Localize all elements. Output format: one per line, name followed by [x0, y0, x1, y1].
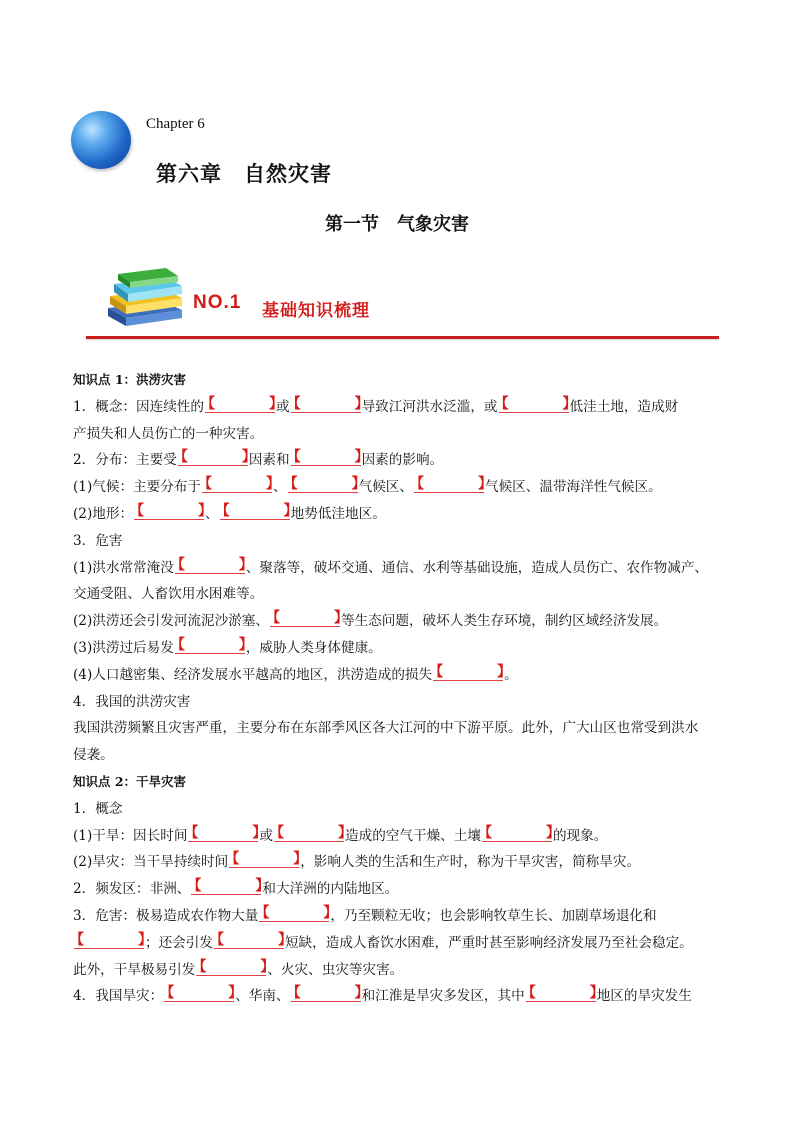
fill-blank[interactable]	[164, 986, 234, 1002]
text-line: (2)地形：【 】 、【 】 地势低洼地区。	[73, 501, 733, 528]
text-line: 产损失和人员伤亡的一种灾害。	[73, 425, 264, 442]
globe-icon	[71, 111, 131, 169]
fill-blank[interactable]	[134, 504, 204, 520]
chapter-title: 第六章 自然灾害	[156, 161, 332, 186]
text-line: 2．分布：主要受【 】 因素和【 】 因素的影响。	[73, 447, 733, 474]
text-line: 3．危害	[73, 532, 123, 549]
fill-blank[interactable]	[291, 450, 361, 466]
fill-blank[interactable]	[288, 477, 358, 493]
text-line: 此外，干旱极易引发【 】 、火灾、虫灾等灾害。	[73, 957, 733, 984]
fill-blank[interactable]	[259, 906, 329, 922]
text-line: 3．危害：极易造成农作物大量【 】 ，乃至颗粒无收；也会影响牧草生长、加剧草场退化和	[73, 903, 733, 930]
text-line: 1．概念：因连续性的【 】 或【 】 导致江河洪水泛滥，或【 】 低洼土地，造成财	[73, 394, 733, 421]
fill-blank[interactable]	[188, 826, 258, 842]
text-line: (1)洪水常常淹没【 】 、聚落等，破坏交通、通信、水利等基础设施，造成人员伤亡、农作物减产、	[73, 555, 733, 582]
banner-subtitle: 基础知识梳理	[262, 301, 370, 321]
text-line: (1)气候：主要分布于【 】 、【 】 气候区、【 】 气候区、温带海洋性气候区。	[73, 474, 733, 501]
fill-blank[interactable]	[499, 397, 569, 413]
fill-blank[interactable]	[270, 611, 340, 627]
text-line: (1)干旱：因长时间【 】 或【 】 造成的空气干燥、土壤【 】 的现象。	[73, 823, 733, 850]
fill-blank[interactable]	[214, 933, 284, 949]
fill-blank[interactable]	[196, 960, 266, 976]
fill-blank[interactable]	[191, 879, 261, 895]
text-line: 交通受阻、人畜饮用水困难等。	[73, 586, 264, 603]
fill-blank[interactable]	[175, 558, 245, 574]
section-title: 第一节 气象灾害	[325, 214, 469, 235]
text-line: (3)洪涝过后易发【 】 ，威胁人类身体健康。	[73, 635, 733, 662]
fill-blank[interactable]	[175, 638, 245, 654]
fill-blank[interactable]	[274, 826, 344, 842]
section-banner	[104, 266, 719, 346]
text-line: 4．我国的洪涝灾害	[73, 693, 191, 710]
text-line: 4．我国旱灾：【 】 、华南、【 】 和江淮是旱灾多发区，其中【 】 地区的旱灾发生	[73, 983, 733, 1010]
chapter-label: Chapter 6	[146, 116, 205, 132]
fill-blank[interactable]	[433, 665, 503, 681]
fill-blank[interactable]	[291, 397, 361, 413]
fill-blank[interactable]	[291, 986, 361, 1002]
books-stack-icon	[104, 266, 186, 328]
text-line: (4)人口越密集、经济发展水平越高的地区，洪涝造成的损失【 】 。	[73, 662, 733, 689]
fill-blank[interactable]	[205, 397, 275, 413]
text-line: 1．概念	[73, 800, 123, 817]
knowledge-point-heading: 知识点 1：洪涝灾害	[73, 372, 187, 387]
fill-blank[interactable]	[74, 933, 144, 949]
fill-blank[interactable]	[202, 477, 272, 493]
fill-blank[interactable]	[229, 852, 299, 868]
fill-blank[interactable]	[178, 450, 248, 466]
text-line: 2．频发区：非洲、【 】 和大洋洲的内陆地区。	[73, 876, 733, 903]
text-line: 【 】；还会引发【 】 短缺，造成人畜饮水困难，严重时甚至影响经济发展乃至社会稳定。	[73, 930, 733, 957]
text-line: (2)洪涝还会引发河流泥沙淤塞、【 】 等生态问题，破坏人类生存环境，制约区域经济发展。	[73, 608, 733, 635]
knowledge-point-heading: 知识点 2：干旱灾害	[73, 773, 187, 789]
text-line: (2)旱灾：当干旱持续时间【 】 ，影响人类的生活和生产时，称为干旱灾害，简称旱灾。	[73, 849, 733, 876]
fill-blank[interactable]	[220, 504, 290, 520]
banner-divider	[86, 336, 719, 339]
fill-blank[interactable]	[414, 477, 484, 493]
worksheet-body	[73, 367, 733, 1010]
fill-blank[interactable]	[526, 986, 596, 1002]
text-line: 我国洪涝频繁且灾害严重，主要分布在东部季风区各大江河的中下游平原。此外，广大山区也常受到洪水	[73, 720, 699, 737]
fill-blank[interactable]	[482, 826, 552, 842]
text-line: 侵袭。	[73, 747, 114, 764]
banner-number: NO.1	[193, 292, 242, 313]
